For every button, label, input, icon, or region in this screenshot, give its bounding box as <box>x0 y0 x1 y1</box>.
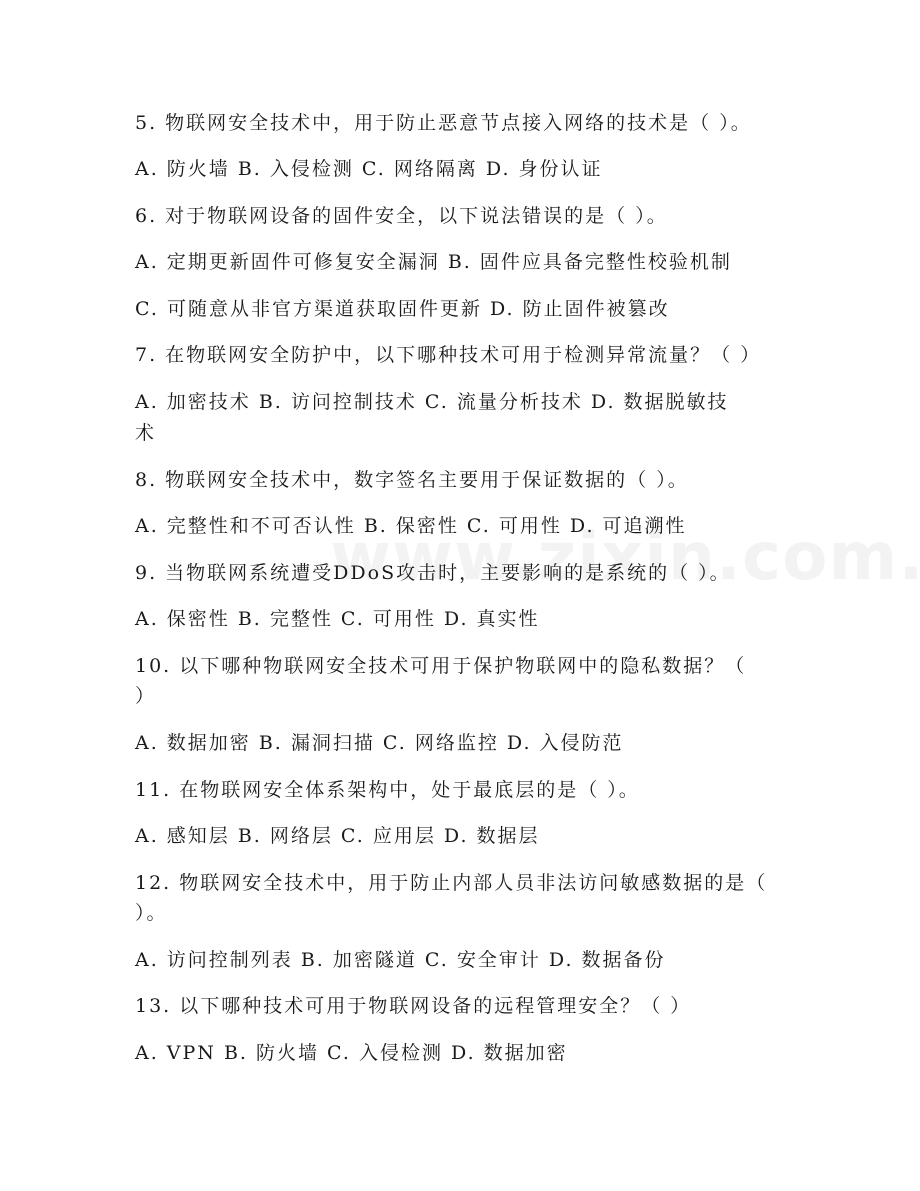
question-9: 9. 当物联网系统遭受DDoS攻击时，主要影响的是系统的（ ）。 <box>135 562 731 584</box>
question-11-options: A. 感知层 B. 网络层 C. 应用层 D. 数据层 <box>135 825 540 847</box>
question-5-options: A. 防火墙 B. 入侵检测 C. 网络隔离 D. 身份认证 <box>135 158 603 180</box>
question-10-options: A. 数据加密 B. 漏洞扫描 C. 网络监控 D. 入侵防范 <box>135 732 624 754</box>
question-7-options-wrap: 术 <box>135 422 157 444</box>
question-12: 12. 物联网安全技术中，用于防止内部人员非法访问敏感数据的是（ <box>135 872 768 894</box>
question-8-options: A. 完整性和不可否认性 B. 保密性 C. 可用性 D. 可追溯性 <box>135 515 687 537</box>
question-6-options-ab: A. 定期更新固件可修复安全漏洞 B. 固件应具备完整性校验机制 <box>135 251 732 273</box>
question-7: 7. 在物联网安全防护中，以下哪种技术可用于检测异常流量？（ ） <box>135 344 762 366</box>
question-8: 8. 物联网安全技术中，数字签名主要用于保证数据的（ ）。 <box>135 469 689 491</box>
question-13-options: A. VPN B. 防火墙 C. 入侵检测 D. 数据加密 <box>135 1042 568 1064</box>
question-7-options: A. 加密技术 B. 访问控制技术 C. 流量分析技术 D. 数据脱敏技 <box>135 391 729 413</box>
question-12-options: A. 访问控制列表 B. 加密隧道 C. 安全审计 D. 数据备份 <box>135 949 666 971</box>
question-6-options-cd: C. 可随意从非官方渠道获取固件更新 D. 防止固件被篡改 <box>135 298 670 320</box>
question-9-options: A. 保密性 B. 完整性 C. 可用性 D. 真实性 <box>135 608 540 630</box>
question-12-wrap: ）。 <box>135 902 168 924</box>
question-5: 5. 物联网安全技术中，用于防止恶意节点接入网络的技术是（ ）。 <box>135 112 752 134</box>
question-11: 11. 在物联网安全体系架构中，处于最底层的是（ ）。 <box>135 779 640 801</box>
question-10-wrap: ） <box>135 685 157 707</box>
question-13: 13. 以下哪种技术可用于物联网设备的远程管理安全？（ ） <box>135 995 692 1017</box>
question-10: 10. 以下哪种物联网安全技术可用于保护物联网中的隐私数据？（ <box>135 655 747 677</box>
question-6: 6. 对于物联网设备的固件安全，以下说法错误的是（ ）。 <box>135 205 668 227</box>
